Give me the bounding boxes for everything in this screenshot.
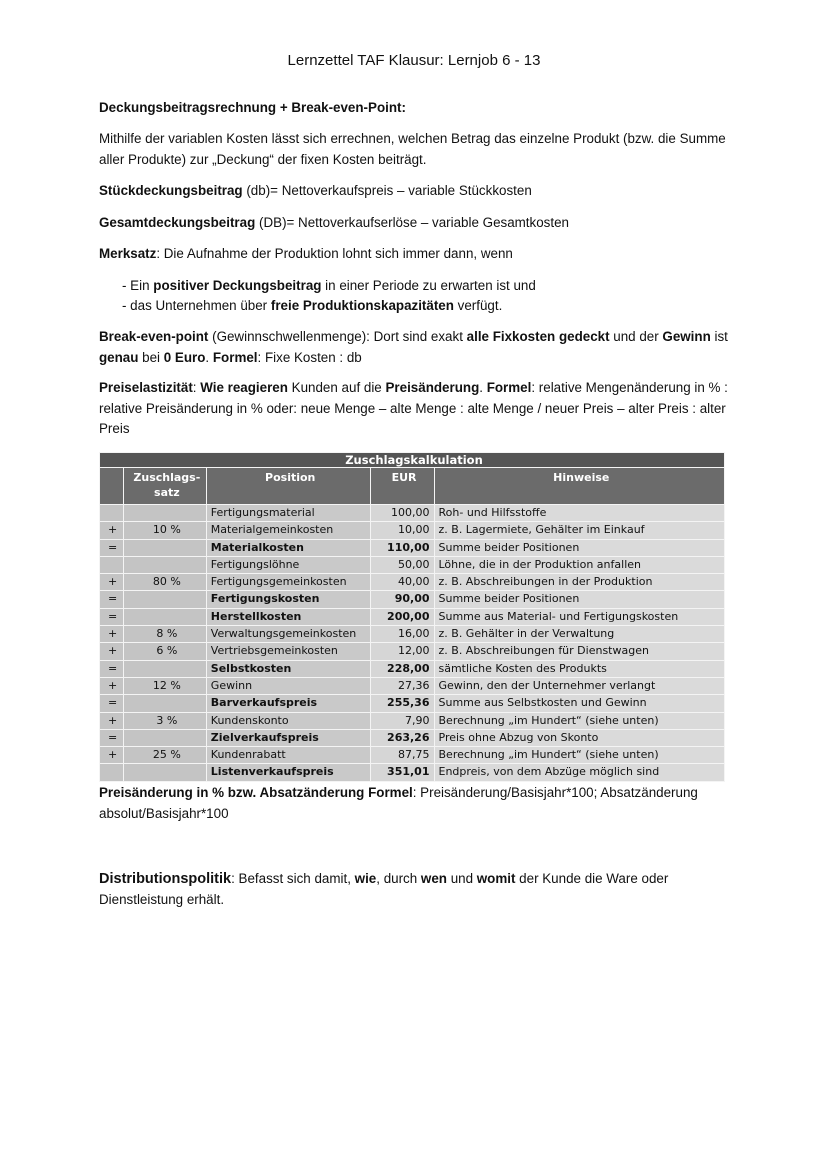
term: Distributionspolitik: [99, 871, 232, 887]
hinweis-cell: z. B. Abschreibungen in der Produktion: [434, 574, 725, 591]
op-cell: [100, 556, 124, 573]
zuschlag-cell: 25 %: [123, 747, 206, 764]
eur-cell: 16,00: [370, 626, 434, 643]
op-cell: +: [100, 747, 124, 764]
eur-cell: 228,00: [370, 660, 434, 677]
text: : Preisänderung/Basisjahr*100; Absatzänderung absolut/Basisjahr*100: [99, 785, 698, 821]
table-row: [100, 695, 725, 712]
bold-text: Formel: [212, 349, 258, 365]
text: : Befasst sich damit,: [231, 871, 355, 886]
merksatz-text: : Die Aufnahme der Produktion lohnt sich immer dann, wenn: [156, 246, 513, 261]
table-caption-row: [100, 453, 725, 468]
position-cell: Zielverkaufspreis: [206, 729, 370, 746]
header-cell-eur: EUR: [370, 468, 434, 505]
position-cell: Barverkaufspreis: [206, 695, 370, 712]
position-cell: Fertigungsgemeinkosten: [206, 574, 370, 591]
table-row: [100, 729, 725, 746]
position-cell: Kundenrabatt: [206, 747, 370, 764]
table-row: [100, 764, 725, 781]
table-row: [100, 539, 725, 556]
table-row: [100, 522, 725, 539]
text: und der: [609, 329, 663, 344]
hinweis-cell: Preis ohne Abzug von Skonto: [434, 729, 725, 746]
eur-cell: 110,00: [370, 539, 434, 556]
zuschlag-cell: 12 %: [123, 677, 206, 694]
hinweis-cell: sämtliche Kosten des Produkts: [434, 660, 725, 677]
op-cell: =: [100, 539, 124, 556]
zuschlag-cell: 6 %: [123, 643, 206, 660]
zuschlag-cell: [123, 556, 206, 573]
eur-cell: 87,75: [370, 747, 434, 764]
table-caption: Zuschlagskalkulation: [100, 453, 725, 468]
op-cell: =: [100, 695, 124, 712]
hinweis-cell: Löhne, die in der Produktion anfallen: [434, 556, 725, 573]
op-cell: +: [100, 522, 124, 539]
eur-cell: 10,00: [370, 522, 434, 539]
hinweis-cell: Summe beider Positionen: [434, 591, 725, 608]
text: : Fixe Kosten : db: [257, 349, 362, 365]
position-cell: Herstellkosten: [206, 608, 370, 625]
term: Preiselastizität: [99, 380, 193, 395]
position-cell: Fertigungskosten: [206, 591, 370, 608]
stueckdeckungsbeitrag-definition: [99, 181, 739, 202]
op-cell: =: [100, 660, 124, 677]
op-cell: +: [100, 643, 124, 660]
bold-text: wie: [354, 871, 377, 886]
eur-cell: 7,90: [370, 712, 434, 729]
zuschlagskalkulation-table: [99, 452, 725, 782]
text: Kunden auf die: [287, 380, 386, 395]
zuschlag-cell: 3 %: [123, 712, 206, 729]
term: Break-even-point: [99, 329, 209, 344]
zuschlag-cell: [123, 729, 206, 746]
hinweis-cell: Berechnung „im Hundert“ (siehe unten): [434, 712, 725, 729]
definition: (DB)= Nettoverkaufserlöse – variable Gesamtkosten: [255, 215, 569, 230]
eur-cell: 200,00: [370, 608, 434, 625]
bullet-bold: positiver Deckungsbeitrag: [153, 278, 322, 293]
hinweis-cell: z. B. Gehälter in der Verwaltung: [434, 626, 725, 643]
op-cell: +: [100, 677, 124, 694]
eur-cell: 40,00: [370, 574, 434, 591]
break-even-point-paragraph: [99, 327, 739, 368]
op-cell: =: [100, 729, 124, 746]
hinweis-cell: Berechnung „im Hundert“ (siehe unten): [434, 747, 725, 764]
bullet-bold: freie Produktionskapazitäten: [270, 298, 454, 313]
bullet-text: - das Unternehmen über: [122, 298, 271, 313]
hinweis-cell: Endpreis, von dem Abzüge möglich sind: [434, 764, 725, 781]
eur-cell: 90,00: [370, 591, 434, 608]
table-header-row: [100, 468, 725, 505]
op-cell: +: [100, 626, 124, 643]
table-row: [100, 556, 725, 573]
zuschlag-cell: [123, 660, 206, 677]
term: Gesamtdeckungsbeitrag: [99, 215, 256, 230]
table-row: [100, 660, 725, 677]
hinweis-cell: z. B. Abschreibungen für Dienstwagen: [434, 643, 725, 660]
op-cell: [100, 764, 124, 781]
op-cell: =: [100, 591, 124, 608]
text: ist: [710, 329, 728, 344]
position-cell: Verwaltungsgemeinkosten: [206, 626, 370, 643]
text: der Kunde die Ware oder Dienstleistung erhält.: [99, 871, 669, 907]
position-cell: Materialkosten: [206, 539, 370, 556]
op-cell: +: [100, 712, 124, 729]
table-row: [100, 712, 725, 729]
header-text: Zuschlags-satz: [133, 471, 201, 499]
intro-paragraph: Mithilfe der variablen Kosten lässt sich errechnen, welchen Betrag das einzelne Produkt (bzw. die Summe aller Produkte) zur „Deckung“ der fixen Kosten beiträgt.: [99, 131, 726, 167]
bold-text: womit: [476, 871, 516, 886]
table-row: [100, 505, 725, 522]
preisaenderung-paragraph: [99, 783, 739, 824]
header-cell-hinweise: Hinweise: [434, 468, 725, 505]
table-row: [100, 677, 725, 694]
table-row: [100, 643, 725, 660]
op-cell: =: [100, 608, 124, 625]
position-cell: Vertriebsgemeinkosten: [206, 643, 370, 660]
position-cell: Materialgemeinkosten: [206, 522, 370, 539]
zuschlag-cell: [123, 591, 206, 608]
op-cell: [100, 505, 124, 522]
text: :: [192, 380, 201, 395]
eur-cell: 50,00: [370, 556, 434, 573]
hinweis-cell: Gewinn, den der Unternehmer verlangt: [434, 677, 725, 694]
zuschlag-cell: [123, 608, 206, 625]
hinweis-cell: z. B. Lagermiete, Gehälter im Einkauf: [434, 522, 725, 539]
term: Preisänderung in % bzw. Absatzänderung Formel: [99, 785, 413, 800]
distributionspolitik-paragraph: [99, 869, 739, 910]
table-row: [100, 747, 725, 764]
bold-text: Formel: [486, 380, 532, 395]
hinweis-cell: Summe aus Material- und Fertigungskosten: [434, 608, 725, 625]
table-row: [100, 574, 725, 591]
bullet-text: - Ein: [122, 278, 154, 293]
term: Merksatz: [99, 246, 157, 261]
op-cell: +: [100, 574, 124, 591]
bullet-text: in einer Periode zu erwarten ist und: [321, 278, 536, 293]
gesamtdeckungsbeitrag-definition: [99, 213, 739, 234]
section-heading-deckungsbeitrag: [99, 98, 739, 119]
hinweis-cell: Summe aus Selbstkosten und Gewinn: [434, 695, 725, 712]
term: Stückdeckungsbeitrag: [99, 183, 243, 198]
zuschlag-cell: [123, 505, 206, 522]
text: .: [205, 349, 213, 365]
bold-text: Wie reagieren: [200, 380, 288, 395]
position-cell: Fertigungsmaterial: [206, 505, 370, 522]
merksatz: [99, 244, 739, 265]
position-cell: Fertigungslöhne: [206, 556, 370, 573]
page-title: Lernzettel TAF Klausur: Lernjob 6 - 13: [287, 52, 541, 69]
eur-cell: 351,01: [370, 764, 434, 781]
bullet-text: verfügt.: [453, 298, 503, 313]
hinweis-cell: Summe beider Positionen: [434, 539, 725, 556]
table-row: [100, 591, 725, 608]
eur-cell: 255,36: [370, 695, 434, 712]
zuschlag-cell: 8 %: [123, 626, 206, 643]
position-cell: Selbstkosten: [206, 660, 370, 677]
text: (Gewinnschwellenmenge): Dort sind exakt: [208, 329, 467, 344]
zuschlag-cell: [123, 539, 206, 556]
zuschlag-cell: [123, 764, 206, 781]
position-cell: Gewinn: [206, 677, 370, 694]
text: bei: [138, 349, 164, 365]
bullet-item: [122, 276, 762, 297]
heading-text: Deckungsbeitragsrechnung + Break-even-Point:: [99, 100, 406, 115]
zuschlag-cell: 10 %: [123, 522, 206, 539]
eur-cell: 100,00: [370, 505, 434, 522]
header-cell-position: Position: [206, 468, 370, 505]
preiselastizitaet-paragraph: [99, 378, 739, 440]
zuschlag-cell: 80 %: [123, 574, 206, 591]
bullet-item: [122, 296, 762, 317]
eur-cell: 12,00: [370, 643, 434, 660]
eur-cell: 263,26: [370, 729, 434, 746]
bold-text: genau: [99, 349, 139, 365]
text: .: [479, 380, 487, 395]
header-cell-zuschlagssatz: [123, 468, 206, 505]
table-row: [100, 626, 725, 643]
hinweis-cell: Roh- und Hilfsstoffe: [434, 505, 725, 522]
bold-text: wen: [420, 871, 447, 886]
zuschlag-cell: [123, 695, 206, 712]
bold-text: Preisänderung: [385, 380, 480, 395]
header-cell-op: [100, 468, 124, 505]
bold-text: alle Fixkosten gedeckt: [466, 329, 610, 344]
text: und: [446, 871, 477, 886]
bold-text: 0 Euro: [163, 349, 206, 365]
text: , durch: [376, 871, 421, 886]
table-row: [100, 608, 725, 625]
eur-cell: 27,36: [370, 677, 434, 694]
position-cell: Kundenskonto: [206, 712, 370, 729]
position-cell: Listenverkaufspreis: [206, 764, 370, 781]
text: : relative Mengenänderung in % : relative Preisänderung in % oder: neue Menge – alte Menge : alte Menge / neuer Preis – alter Preis : alter Preis: [99, 380, 728, 436]
bold-text: Gewinn: [662, 329, 711, 344]
definition: (db)= Nettoverkaufspreis – variable Stückkosten: [242, 183, 532, 198]
